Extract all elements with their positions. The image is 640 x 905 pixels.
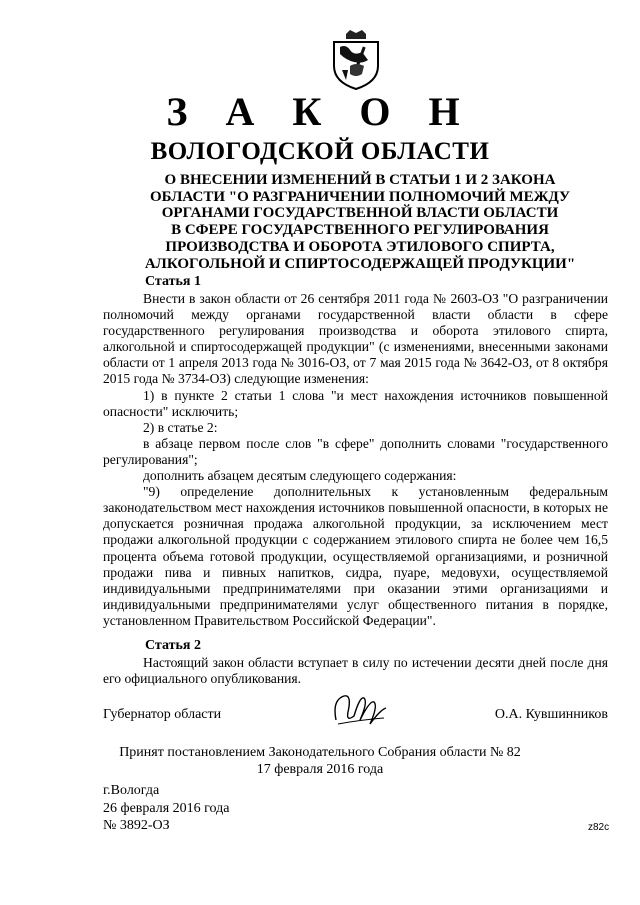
document-code: z82c bbox=[588, 822, 610, 833]
adoption-line: Принят постановлением Законодательного Собрания области № 82 bbox=[119, 745, 521, 760]
vologda-coat-of-arms-icon bbox=[328, 30, 384, 90]
article-1-paragraph: 2) в статье 2: bbox=[143, 419, 218, 435]
subtitle-line: ПРОИЗВОДСТВА И ОБОРОТА ЭТИЛОВОГО СПИРТА, bbox=[165, 238, 555, 255]
subtitle-line: ОБЛАСТИ "О РАЗГРАНИЧЕНИИ ПОЛНОМОЧИЙ МЕЖДУ bbox=[150, 188, 570, 205]
footer-city: г.Вологда bbox=[103, 783, 160, 798]
document-footer bbox=[103, 782, 230, 835]
signatory-position: Губернатор области bbox=[103, 707, 222, 722]
law-subtitle bbox=[140, 172, 580, 272]
subtitle-line: В СФЕРЕ ГОСУДАРСТВЕННОГО РЕГУЛИРОВАНИЯ bbox=[171, 222, 549, 239]
article-1-paragraph: в абзаце первом после слов "в сфере" дополнить словами "государственного регулирования"; bbox=[103, 435, 608, 467]
article-1-paragraph: "9) определение дополнительных к установленным федеральным законодательством мест нахождения источников повышенной опасности, в которых не допускается розничная продажа алкогольной продукции, за исключением мест продажи алкогольной продукции с содержанием этилового спирта не более чем 16,5 процента объема готовой продукции, осуществляемой организациями, и розничной продажи пива и пивных напитков, сидра, пуаре, медовухи, осуществляемой индивидуальными предпринимателями при оказании этими организациями и индивидуальными предпринимателями услуг общественного питания в порядке, установленном Правительством Российской Федерации". bbox=[103, 484, 608, 628]
handwritten-signature-icon bbox=[330, 690, 390, 730]
subtitle-line: ОРГАНАМИ ГОСУДАРСТВЕННОЙ ВЛАСТИ ОБЛАСТИ bbox=[161, 205, 559, 222]
document-type-title: З А К О Н bbox=[166, 89, 474, 134]
article-1-paragraph: дополнить абзацем десятым следующего содержания: bbox=[143, 468, 457, 484]
article-1-paragraph: 1) в пункте 2 статьи 1 слова "и мест нахождения источников повышенной опасности" исключить; bbox=[103, 387, 608, 419]
article-1-heading: Статья 1 bbox=[145, 274, 201, 289]
subtitle-line: О ВНЕСЕНИИ ИЗМЕНЕНИЙ В СТАТЬИ 1 И 2 ЗАКОНА bbox=[164, 172, 556, 188]
signatory-name: О.А. Кувшинников bbox=[494, 707, 608, 722]
region-title: ВОЛОГОДСКОЙ ОБЛАСТИ bbox=[150, 138, 490, 165]
article-2-heading: Статья 2 bbox=[145, 638, 201, 653]
article-1-paragraph: Внести в закон области от 26 сентября 2011 года № 2603-ОЗ "О разграничении полномочий между органами государственной власти области в сфере государственного регулирования производства и оборота этилового спирта, алкогольной и спиртосодержащей продукции" (с изменениями, внесенными законами области от 1 апреля 2013 года № 3016-ОЗ, от 7 мая 2015 года № 3642-ОЗ, от 8 октября 2015 года № 3734-ОЗ) следующие изменения: bbox=[103, 291, 608, 387]
article-1-body bbox=[103, 291, 608, 629]
subtitle-line: АЛКОГОЛЬНОЙ И СПИРТОСОДЕРЖАЩЕЙ ПРОДУКЦИИ" bbox=[144, 255, 576, 272]
footer-date: 26 февраля 2016 года bbox=[103, 800, 230, 816]
article-2-paragraph: Настоящий закон области вступает в силу по истечении десяти дней после дня его официального опубликования. bbox=[103, 655, 608, 687]
adoption-note bbox=[0, 744, 640, 778]
footer-number: № 3892-ОЗ bbox=[103, 818, 170, 833]
article-2-body bbox=[103, 655, 608, 687]
adoption-date: 17 февраля 2016 года bbox=[256, 762, 384, 777]
